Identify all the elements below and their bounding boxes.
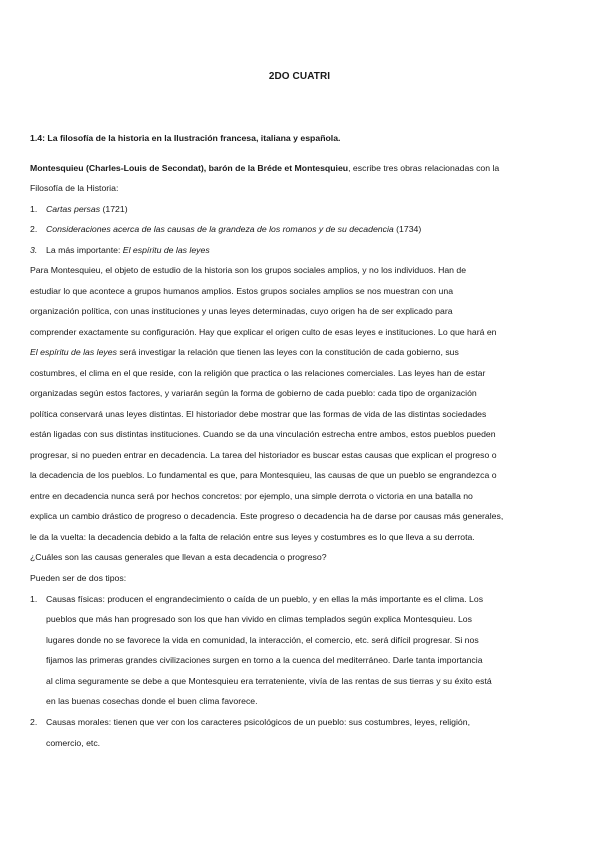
cause-line: Causas físicas: producen el engrandecimiento o caída de un pueblo, y en ellas la más importante es el clima. Los <box>46 594 484 604</box>
body-line: progresar, si no pueden entrar en decadencia. La tarea del historiador es buscar estas causas que explican el progreso o <box>30 450 497 460</box>
body-line: estudiar lo que acontece a grupos humanos amplios. Estos grupos sociales amplios se nos muestran con una <box>30 286 454 296</box>
body-line: Pueden ser de dos tipos: <box>30 573 127 583</box>
work-item-3 <box>30 240 575 261</box>
body-line: explica un cambio drástico de progreso o decadencia. Este progreso o decadencia ha de darse por causas más generales, <box>30 511 504 521</box>
cause-line: fijamos las primeras grandes civilizaciones surgen en torno a la cuenca del mediterráneo. Darle tanta importancia <box>46 655 483 665</box>
cause-line: Causas morales: tienen que ver con los caracteres psicológicos de un pueblo: sus costumbres, leyes, religión, <box>46 717 470 727</box>
body-line: ¿Cuáles son las causas generales que llevan a esta decadencia o progreso? <box>30 552 327 562</box>
body-line: le da la vuelta: la decadencia debido a la falta de relación entre sus leyes y costumbres es lo que lleva a su derrota. <box>30 532 475 542</box>
body-line: costumbres, el clima en el que reside, con la religión que practica o las relaciones comerciales. Las leyes han de estar <box>30 368 486 378</box>
cause-line: al clima seguramente se debe a que Montesquieu era terrateniente, vivía de las rentas de sus tierras y su éxito está <box>46 676 492 686</box>
body-line: la decadencia de los pueblos. Lo fundamental es que, para Montesquieu, las causas de que un pueblo se engrandezca o <box>30 470 497 480</box>
work-title: Consideraciones acerca de las causas de la grandeza de los romanos y de su decadencia <box>46 224 394 234</box>
body-line: entre en decadencia nunca será por hechos concretos: por ejemplo, una simple derrota o victoria en una batalla no <box>30 491 473 501</box>
work-item-1 <box>30 199 575 220</box>
author-name: Montesquieu (Charles-Louis de Secondat), barón de la Bréde et Montesquieu <box>30 163 349 173</box>
page-title: 2DO CUATRI <box>268 71 331 82</box>
work-item-2 <box>30 219 575 240</box>
body-line: organización política, con unas instituciones y unas leyes determinadas, cuyo origen ha de ser explicado para <box>30 306 453 316</box>
cause-item-1 <box>30 589 575 610</box>
body-line: están ligadas con sus distintas instituciones. Cuando se da una vinculación estrecha entre ambos, estos pueblos pueden <box>30 429 496 439</box>
book-title: El espíritu de las leyes <box>30 347 117 357</box>
work-title: El espíritu de las leyes <box>122 245 210 255</box>
section-number: 1.4: <box>30 133 45 143</box>
list-number: 1. <box>30 594 38 604</box>
cause-line: pueblos que más han progresado son los que han vivido en climas templados según explica Montesquieu. Los <box>46 614 472 624</box>
body-line: organizadas según estos factores, y variarán según la forma de gobierno de cada pueblo: cada tipo de organización <box>30 388 477 398</box>
body-line: Para Montesquieu, el objeto de estudio de la historia son los grupos sociales amplios, y no los individuos. Han de <box>30 265 467 275</box>
body-line <box>30 342 575 363</box>
cause-line: comercio, etc. <box>46 738 101 748</box>
section-heading-text: La filosofía de la historia en la Ilustración francesa, italiana y española. <box>47 133 341 143</box>
cause-line: lugares donde no se favorece la vida en comunidad, la interacción, el comercio, etc. será difícil progresar. Si nos <box>46 635 479 645</box>
list-number: 1. <box>30 204 38 214</box>
work-year: (1734) <box>393 224 422 234</box>
cause-line: en las buenas cosechas donde el buen clima favorece. <box>46 696 258 706</box>
work-year: (1721) <box>100 204 128 214</box>
intro-line-1 <box>30 158 575 179</box>
section-heading <box>30 128 575 149</box>
work-title: Cartas persas <box>46 204 101 214</box>
work-prefix: La más importante: <box>46 245 123 255</box>
body-line: política conservará unas leyes distintas. El historiador debe mostrar que las formas de vida de las distintas sociedades <box>30 409 487 419</box>
cause-item-2 <box>30 712 575 733</box>
list-number: 2. <box>30 717 38 727</box>
intro-line-2: Filosofía de la Historia: <box>30 183 119 193</box>
list-number: 2. <box>30 224 38 234</box>
body-text: será investigar la relación que tienen las leyes con la constitución de cada gobierno, sus <box>116 347 459 357</box>
body-line: comprender exactamente su configuración. Hay que explicar el origen culto de esas leyes e instituciones. Lo que hará en <box>30 327 497 337</box>
list-number: 3. <box>30 245 38 255</box>
intro-text-1: , escribe tres obras relacionadas con la <box>348 163 500 173</box>
